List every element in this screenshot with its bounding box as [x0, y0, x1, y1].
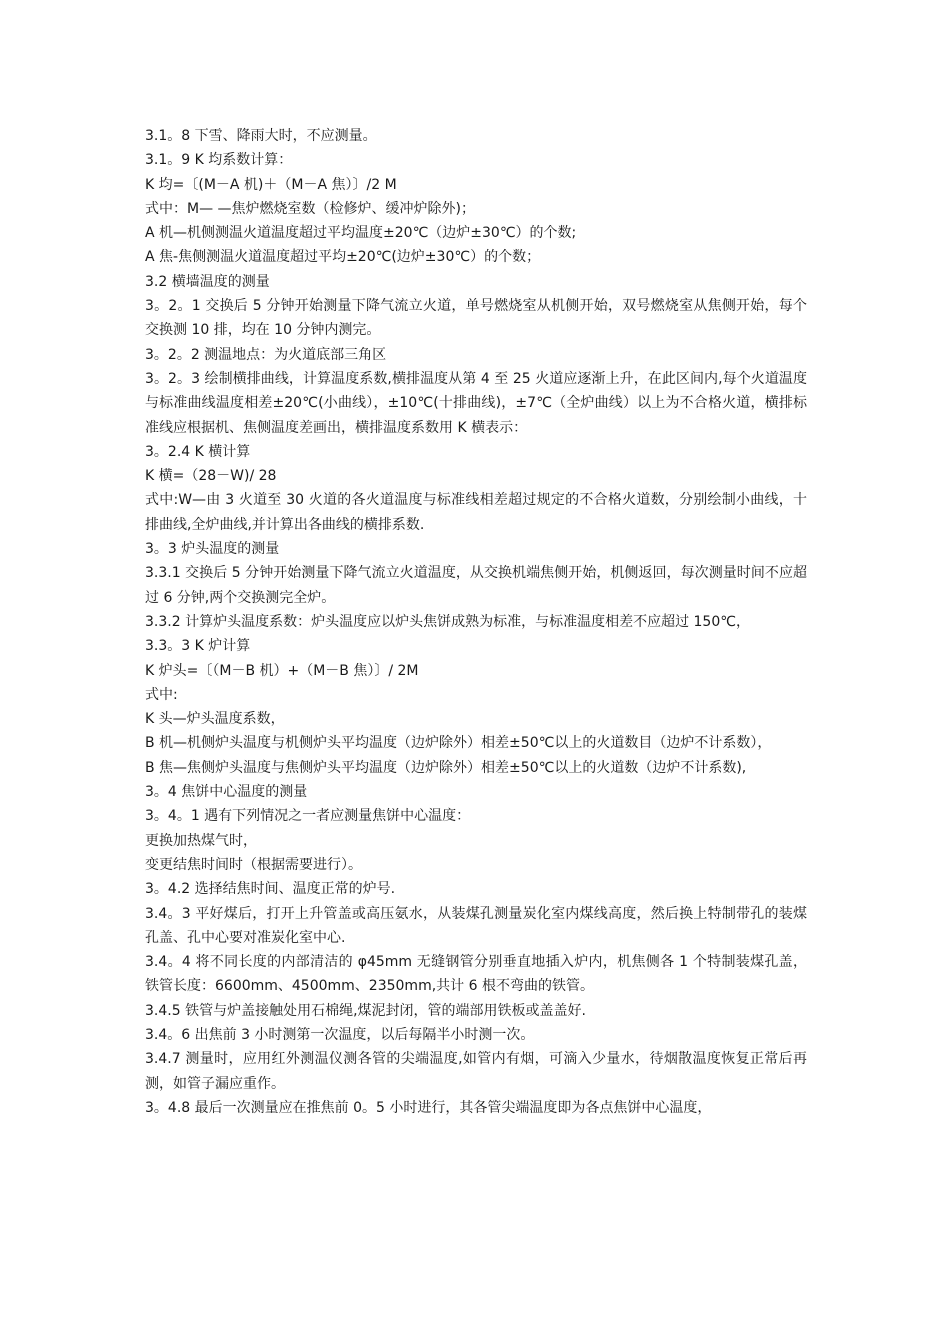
document-body: [145, 124, 807, 1120]
paragraph-3-4-5: 3.4.5 铁管与炉盖接触处用石棉绳,煤泥封闭，管的端部用铁板或盖盖好.: [145, 1002, 586, 1019]
paragraph-3-3-1: 3.3.1 交换后 5 分钟开始测量下降气流立火道温度，从交换机端焦侧开始，机侧返回，每次测量时间不应超过 6 分钟,两个交换测完全炉。: [145, 565, 807, 606]
section-heading-3-3: 3。3 炉头温度的测量: [145, 541, 280, 558]
formula-legend-m: 式中：M— —焦炉燃烧室数（检修炉、缓冲炉除外)；: [145, 200, 475, 217]
paragraph-3-4-3: 3.4。3 平好煤后，打开上升管盖或高压氨水，从装煤孔测量炭化室内煤线高度，然后换上特制带孔的装煤孔盖、孔中心要对准炭化室中心.: [145, 905, 807, 946]
paragraph-3-4-6: 3.4。6 出焦前 3 小时测第一次温度，以后每隔半小时测一次。: [145, 1026, 535, 1043]
formula-k-average: K 均=〔(M－A 机)＋（M－A 焦）〕/2 M: [145, 176, 397, 193]
formula-legend-a-coke: A 焦-焦侧测温火道温度超过平均±20℃(边炉±30℃）的个数；: [145, 249, 541, 266]
formula-legend-b-machine: B 机—机侧炉头温度与机侧炉头平均温度（边炉除外）相差±50℃以上的火道数目（边炉不计系数），: [145, 735, 772, 752]
paragraph-3-2-3: 3。2。3 绘制横排曲线，计算温度系数,横排温度从第 4 至 25 火道应逐渐上升，在此区间内,每个火道温度与标准曲线温度相差±20℃(小曲线），±10℃(十排曲线)，±7℃（全炉曲线）以上为不合格火道，横排标准线应根据机、焦侧温度差画出，横排温度系数用 K 横表示：: [145, 370, 807, 436]
paragraph-3-4-7: 3.4.7 测量时，应用红外测温仪测各管的尖端温度,如管内有烟，可滴入少量水，待烟散温度恢复正常后再测，如管子漏应重作。: [145, 1051, 807, 1092]
formula-legend-k-head: K 头—炉头温度系数，: [145, 711, 285, 728]
paragraph-3-4-2: 3。4.2 选择结焦时间、温度正常的炉号.: [145, 881, 396, 898]
paragraph-3-2-4: 3。2.4 K 横计算: [145, 443, 251, 460]
paragraph-3-2-1: 3。2。1 交换后 5 分钟开始测量下降气流立火道，单号燃烧室从机侧开始，双号燃烧室从焦侧开始，每个交换测 10 排，均在 10 分钟内测完。: [145, 298, 807, 339]
paragraph-3-2-2: 3。2。2 测温地点：为火道底部三角区: [145, 346, 387, 363]
list-item-gas-change: 更换加热煤气时，: [145, 832, 257, 849]
paragraph-3-3-3: 3.3。3 K 炉计算: [145, 638, 251, 655]
paragraph-3-4-8: 3。4.8 最后一次测量应在推焦前 0。5 小时进行，其各管尖端温度即为各点焦饼中心温度，: [145, 1099, 712, 1116]
formula-k-head: K 炉头=〔（M－B 机）+（M－B 焦）〕/ 2M: [145, 662, 419, 679]
paragraph-3-4-1: 3。4。1 遇有下列情况之一者应测量焦饼中心温度：: [145, 808, 471, 825]
formula-legend-w: 式中:W—由 3 火道至 30 火道的各火道温度与标准线相差超过规定的不合格火道数，分别绘制小曲线，十排曲线,全炉曲线,并计算出各曲线的横排系数.: [145, 492, 807, 533]
formula-legend-b-coke: B 焦—焦侧炉头温度与焦侧炉头平均温度（边炉除外）相差±50℃以上的火道数（边炉不计系数),: [145, 759, 747, 776]
formula-legend-a-machine: A 机—机侧测温火道温度超过平均温度±20℃（边炉±30℃）的个数;: [145, 225, 577, 242]
paragraph-3-1-8: 3.1。8 下雪、降雨大时，不应测量。: [145, 128, 377, 144]
paragraph-3-4-4: 3.4。4 将不同长度的内部清洁的 φ45mm 无缝钢管分别垂直地插入炉内，机焦侧各 1 个特制装煤孔盖，铁管长度：6600mm、4500mm、2350mm,共计 6 根不弯曲的铁管。: [145, 954, 807, 995]
list-item-coking-time-change: 变更结焦时间时（根据需要进行）。: [145, 856, 362, 873]
paragraph-3-1-9: 3.1。9 K 均系数计算：: [145, 152, 293, 169]
formula-legend-label: 式中:: [145, 686, 178, 703]
formula-k-horizontal: K 横=（28－W)/ 28: [145, 468, 277, 485]
paragraph-3-3-2: 3.3.2 计算炉头温度系数：炉头温度应以炉头焦饼成熟为标准，与标准温度相差不应超过 150℃，: [145, 613, 750, 630]
section-heading-3-4: 3。4 焦饼中心温度的测量: [145, 784, 308, 801]
section-heading-3-2: 3.2 横墙温度的测量: [145, 273, 270, 290]
